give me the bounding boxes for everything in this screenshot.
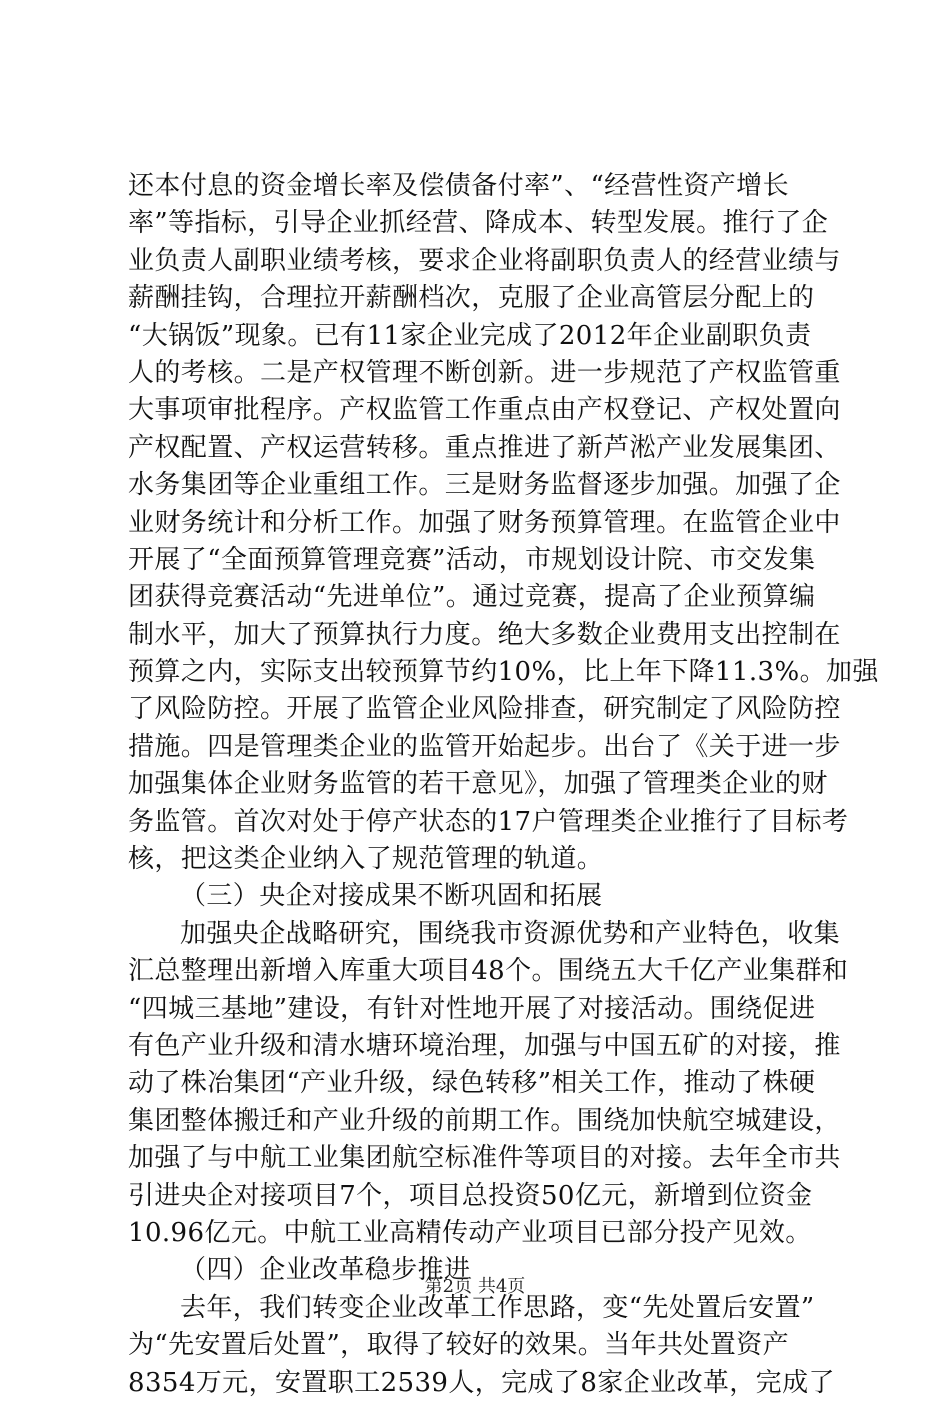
text-line: 了风险防控。开展了监管企业风险排查，研究制定了风险防控	[128, 694, 841, 725]
text-line: 制水平，加大了预算执行力度。绝大多数企业费用支出控制在	[128, 619, 841, 650]
text-line: 8354万元，安置职工2539人，完成了8家企业改革，完成了	[128, 1367, 835, 1398]
paragraph-first-line: 加强央企战略研究，围绕我市资源优势和产业特色，收集	[180, 918, 841, 949]
text-line: 引进央企对接项目7个，项目总投资50亿元，新增到位资金	[128, 1180, 813, 1211]
text-line: 为“先安置后处置”，取得了较好的效果。当年共处置资产	[128, 1330, 789, 1361]
text-line: 加强了与中航工业集团航空标准件等项目的对接。去年全市共	[128, 1143, 841, 1174]
text-line: 业财务统计和分析工作。加强了财务预算管理。在监管企业中	[128, 507, 841, 538]
text-line: 预算之内，实际支出较预算节约10%，比上年下降11.3%。加强	[128, 657, 879, 688]
text-line: 集团整体搬迁和产业升级的前期工作。围绕加快航空城建设，	[128, 1105, 841, 1136]
text-line: 水务集团等企业重组工作。三是财务监督逐步加强。加强了企	[128, 470, 841, 501]
paragraph-first-line: 去年，我们转变企业改革工作思路，变“先处置后安置”	[180, 1292, 815, 1323]
text-line: 有色产业升级和清水塘环境治理，加强与中国五矿的对接，推	[128, 1030, 841, 1061]
text-line: 汇总整理出新增入库重大项目48个。围绕五大千亿产业集群和	[128, 956, 849, 987]
page-footer: 第2页 共4页	[424, 1276, 526, 1297]
text-line: 还本付息的资金增长率及偿债备付率”、“经营性资产增长	[128, 171, 789, 201]
text-line: 人的考核。二是产权管理不断创新。进一步规范了产权监管重	[128, 357, 841, 388]
section-heading: （三）央企对接成果不断巩固和拓展	[180, 881, 603, 912]
text-line: 动了株冶集团“产业升级，绿色转移”相关工作，推动了株硬	[128, 1068, 816, 1099]
text-line: 大事项审批程序。产权监管工作重点由产权登记、产权处置向	[128, 395, 841, 426]
text-line: 业负责人副职业绩考核，要求企业将副职负责人的经营业绩与	[128, 245, 841, 276]
text-line: 产权配置、产权运营转移。重点推进了新芦淞产业发展集团、	[128, 432, 841, 463]
text-line: 10.96亿元。中航工业高精传动产业项目已部分投产见效。	[128, 1217, 812, 1248]
text-line: 措施。四是管理类企业的监管开始起步。出台了《关于进一步	[128, 731, 841, 762]
text-line: 团获得竞赛活动“先进单位”。通过竞赛，提高了企业预算编	[128, 582, 816, 613]
text-line: 核，把这类企业纳入了规范管理的轨道。	[128, 844, 604, 875]
section-heading: （四）企业改革稳步推进	[180, 1255, 471, 1286]
document-body	[128, 168, 879, 1402]
text-line: 开展了“全面预算管理竞赛”活动，市规划设计院、市交发集	[128, 544, 816, 575]
text-line: “大锅饭”现象。已有11家企业完成了2012年企业副职负责	[128, 320, 812, 351]
text-line: 薪酬挂钩，合理拉开薪酬档次，克服了企业高管层分配上的	[128, 283, 815, 314]
text-line: “四城三基地”建设，有针对性地开展了对接活动。围绕促进	[128, 993, 816, 1024]
text-line: 加强集体企业财务监管的若干意见》，加强了管理类企业的财	[128, 769, 828, 800]
text-line: 率”等指标，引导企业抓经营、降成本、转型发展。推行了企	[128, 208, 829, 239]
text-line: 务监管。首次对处于停产状态的17户管理类企业推行了目标考	[128, 806, 849, 837]
